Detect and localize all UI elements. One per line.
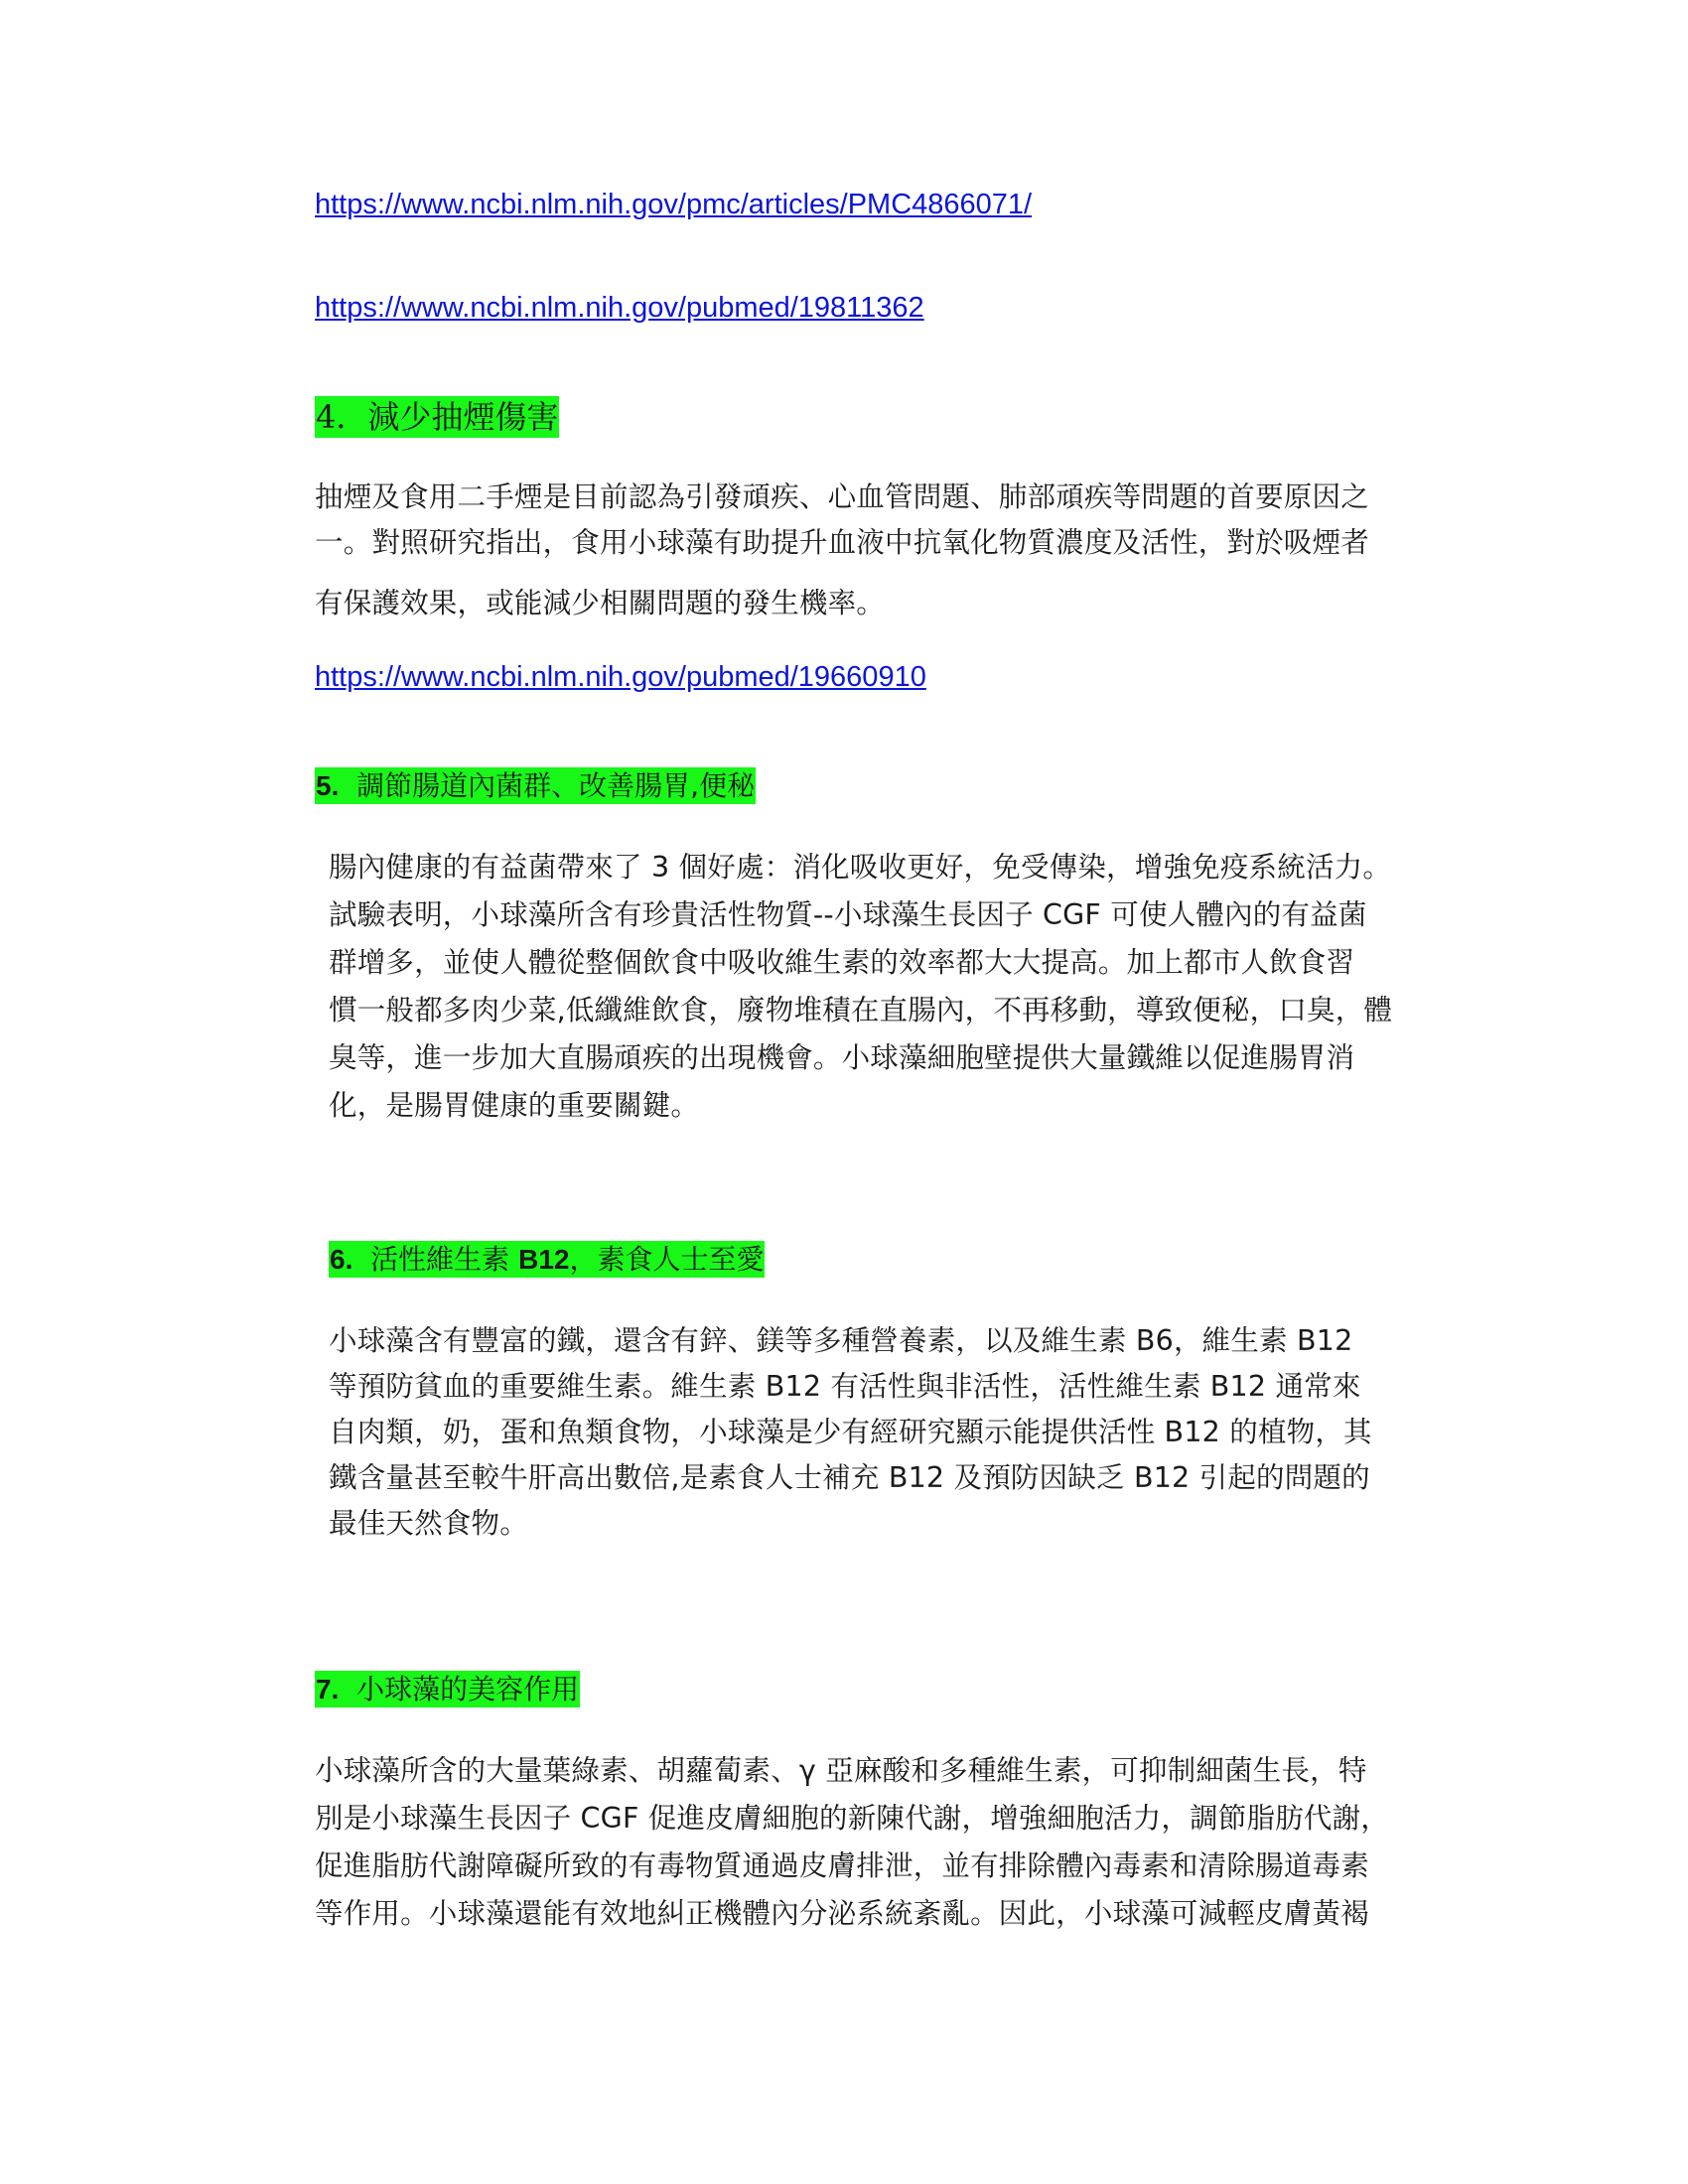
paragraph-line: 一。對照研究指出，食用小球藻有助提升血液中抗氧化物質濃度及活性，對於吸煙者: [315, 526, 1369, 559]
section-7-body: [315, 1747, 1442, 1938]
section-4-heading-wrap: [315, 392, 1442, 438]
reference-link-1[interactable]: https://www.ncbi.nlm.nih.gov/pmc/articles/PMC4866071/: [315, 189, 1033, 220]
paragraph-line: 小球藻所含的大量葉綠素、胡蘿蔔素、γ 亞麻酸和多種維生素，可抑制細菌生長，特: [315, 1754, 1367, 1787]
reference-link-3[interactable]: https://www.ncbi.nlm.nih.gov/pubmed/19660910: [315, 661, 926, 693]
paragraph-line: 等作用。小球藻還能有效地糾正機體內分泌系統紊亂。因此，小球藻可減輕皮膚黃褐: [315, 1897, 1369, 1930]
paragraph-line: 促進脂肪代謝障礙所致的有毒物質通過皮膚排泄，並有排除體內毒素和清除腸道毒素: [315, 1849, 1369, 1882]
paragraph-line: 有保護效果，或能減少相關問題的發生機率。: [315, 587, 886, 619]
section-7-heading-wrap: [315, 1668, 1442, 1707]
section-6-title-a: 活性維生素: [370, 1243, 510, 1276]
section-6-title-b: ，素食人士至愛: [569, 1243, 765, 1276]
section-6-body: [329, 1318, 1441, 1547]
paragraph-line: 腸內健康的有益菌帶來了 3 個好處：消化吸收更好，免受傳染，增強免疫系統活力。: [329, 851, 1392, 884]
section-4-body: [315, 475, 1442, 626]
paragraph-line: 鐵含量甚至較牛肝高出數倍,是素食人士補充 B12 及預防因缺乏 B12 引起的問題的: [329, 1461, 1370, 1494]
section-5-heading-wrap: [315, 764, 1442, 804]
section-6-number: 6.: [330, 1244, 353, 1275]
paragraph-line: 抽煙及食用二手煙是目前認為引發頑疾、心血管問題、肺部頑疾等問題的首要原因之: [315, 480, 1369, 513]
section-7-title: 小球藻的美容作用: [356, 1673, 580, 1706]
paragraph-line: 化，是腸胃健康的重要關鍵。: [329, 1089, 700, 1122]
section-6-heading: [329, 1241, 765, 1278]
section-7-number: 7.: [316, 1674, 340, 1705]
section-6-heading-wrap: [329, 1238, 1441, 1278]
section-7-heading: [315, 1671, 580, 1707]
section-5-body: [329, 844, 1441, 1130]
paragraph-line: 群增多，並使人體從整個飲食中吸收維生素的效率都大大提高。加上都市人飲食習: [329, 946, 1355, 979]
section-5-heading: [315, 767, 756, 804]
section-5-title: 調節腸道內菌群、改善腸胃,便秘: [356, 769, 756, 802]
paragraph-line: 小球藻含有豐富的鐵，還含有鋅、鎂等多種營養素，以及維生素 B6，維生素 B12: [329, 1324, 1353, 1357]
paragraph-line: 等預防貧血的重要維生素。維生素 B12 有活性與非活性，活性維生素 B12 通常來: [329, 1370, 1361, 1403]
section-4-heading: 4．減少抽煙傷害: [316, 398, 559, 436]
paragraph-line: 別是小球藻生長因子 CGF 促進皮膚細胞的新陳代謝，增強細胞活力，調節脂肪代謝，: [315, 1802, 1389, 1835]
paragraph-line: 慣一般都多肉少菜,低纖維飲食，廢物堆積在直腸內，不再移動，導致便秘，口臭，體: [329, 994, 1393, 1026]
reference-link-2[interactable]: https://www.ncbi.nlm.nih.gov/pubmed/19811362: [315, 292, 924, 324]
section-5-number: 5.: [316, 770, 340, 801]
section-6-b12: B12: [518, 1244, 570, 1275]
paragraph-line: 臭等，進一步加大直腸頑疾的出現機會。小球藻細胞壁提供大量鐵維以促進腸胃消: [329, 1041, 1355, 1074]
paragraph-line: 試驗表明，小球藻所含有珍貴活性物質--小球藻生長因子 CGF 可使人體內的有益菌: [329, 898, 1367, 931]
paragraph-line: 最佳天然食物。: [329, 1507, 528, 1540]
paragraph-line: 自肉類，奶，蛋和魚類食物，小球藻是少有經研究顯示能提供活性 B12 的植物，其: [329, 1416, 1372, 1448]
